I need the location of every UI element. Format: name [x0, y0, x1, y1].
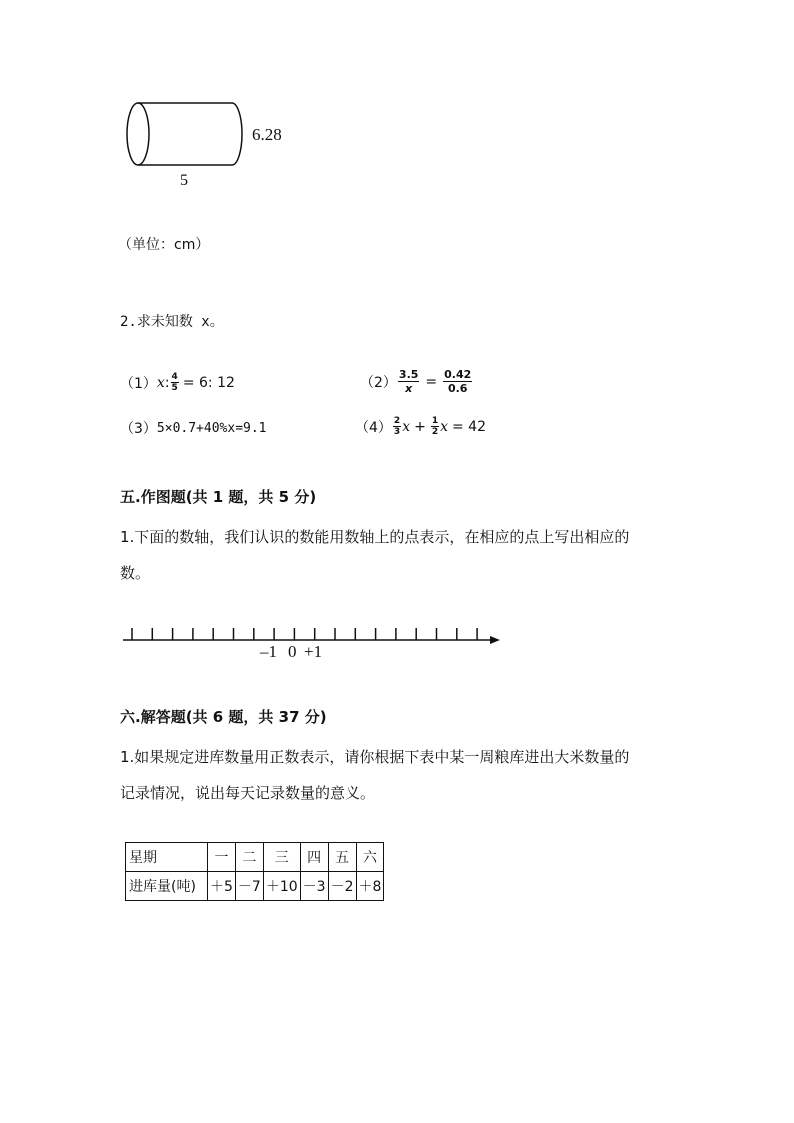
- section5-q1-line1: 1.下面的数轴，我们认识的数能用数轴上的点表示，在相应的点上写出相应的: [120, 528, 630, 546]
- p4-plus: +: [414, 418, 426, 435]
- section5-q1-line2: 数。: [120, 564, 151, 582]
- p4-x1: x: [402, 418, 411, 435]
- cylinder-length-label: 5: [180, 172, 188, 189]
- p1-frac-den: 5: [171, 383, 178, 393]
- p4-fraction-b: [431, 416, 439, 437]
- table-cell: 一: [208, 843, 236, 872]
- cylinder-height-label: 6.28: [252, 125, 282, 144]
- p4-a-num: 2: [393, 416, 401, 426]
- q2-problem-1: [120, 372, 235, 393]
- p4-b-den: 2: [431, 427, 439, 437]
- p1-tag: （1）: [120, 375, 157, 392]
- p3-expr: 5×0.7+40%x=9.1: [156, 420, 267, 436]
- table-cell: ＋5: [208, 872, 236, 901]
- p4-a-den: 3: [393, 427, 401, 437]
- p2-tag: （2）: [360, 374, 397, 391]
- p1-frac-num: 4: [171, 372, 178, 382]
- table-cell: 二: [235, 843, 263, 872]
- unit-note: （单位：cm）: [118, 237, 210, 253]
- p2-right-fraction: [443, 368, 472, 395]
- p2-right-den: 0.6: [447, 382, 468, 395]
- p4-fraction-a: [393, 416, 401, 437]
- p1-rest: = 6: 12: [182, 374, 235, 391]
- p1-fraction: [171, 372, 179, 393]
- p1-var: x: [156, 374, 165, 391]
- p4-b-num: 1: [431, 416, 439, 426]
- axis-label-pos1: +1: [304, 642, 323, 661]
- p2-eq: =: [425, 373, 438, 390]
- axis-label-zero: 0: [288, 642, 297, 661]
- table-cell: －2: [328, 872, 356, 901]
- number-line-arrow: [490, 636, 500, 644]
- table-cell: 进库量(吨): [126, 872, 208, 901]
- cylinder-left-end: [127, 103, 149, 165]
- p3-tag: （3）: [120, 421, 157, 437]
- table-cell: 五: [328, 843, 356, 872]
- table-row-amount: [126, 872, 384, 901]
- table-cell: 四: [300, 843, 328, 872]
- table-cell: －7: [235, 872, 263, 901]
- cylinder-right-arc: [232, 103, 242, 165]
- table-cell: 三: [263, 843, 300, 872]
- q2-problem-3: [120, 418, 267, 438]
- p2-right-num: 0.42: [444, 368, 472, 381]
- section6-heading: 六.解答题(共 6 题，共 37 分): [120, 708, 327, 726]
- table-cell: ＋8: [356, 872, 384, 901]
- cylinder-figure: [120, 96, 255, 176]
- q2-title: 2.求未知数 x。: [120, 314, 224, 330]
- p4-x2: x: [440, 418, 448, 435]
- p2-left-den: x: [405, 382, 413, 395]
- p1-colon: :: [164, 374, 170, 391]
- p2-left-fraction: [398, 368, 420, 395]
- table-cell: 星期: [126, 843, 208, 872]
- table-row-weekday: [126, 843, 384, 872]
- table-cell: －3: [300, 872, 328, 901]
- record-table: [125, 842, 384, 901]
- p4-tag: （4）: [355, 419, 392, 436]
- section5-heading: 五.作图题(共 1 题，共 5 分): [120, 488, 317, 506]
- q2-problem-2: [360, 368, 473, 395]
- table-cell: ＋10: [263, 872, 300, 901]
- section6-q1-line2: 记录情况，说出每天记录数量的意义。: [120, 784, 376, 802]
- p4-rest: = 42: [452, 418, 486, 435]
- table-cell: 六: [356, 843, 384, 872]
- q2-problem-4: [355, 416, 486, 437]
- axis-label-neg1: –1: [260, 642, 277, 661]
- p2-left-num: 3.5: [398, 368, 419, 381]
- section6-q1-line1: 1.如果规定进库数量用正数表示，请你根据下表中某一周粮库进出大米数量的: [120, 748, 630, 766]
